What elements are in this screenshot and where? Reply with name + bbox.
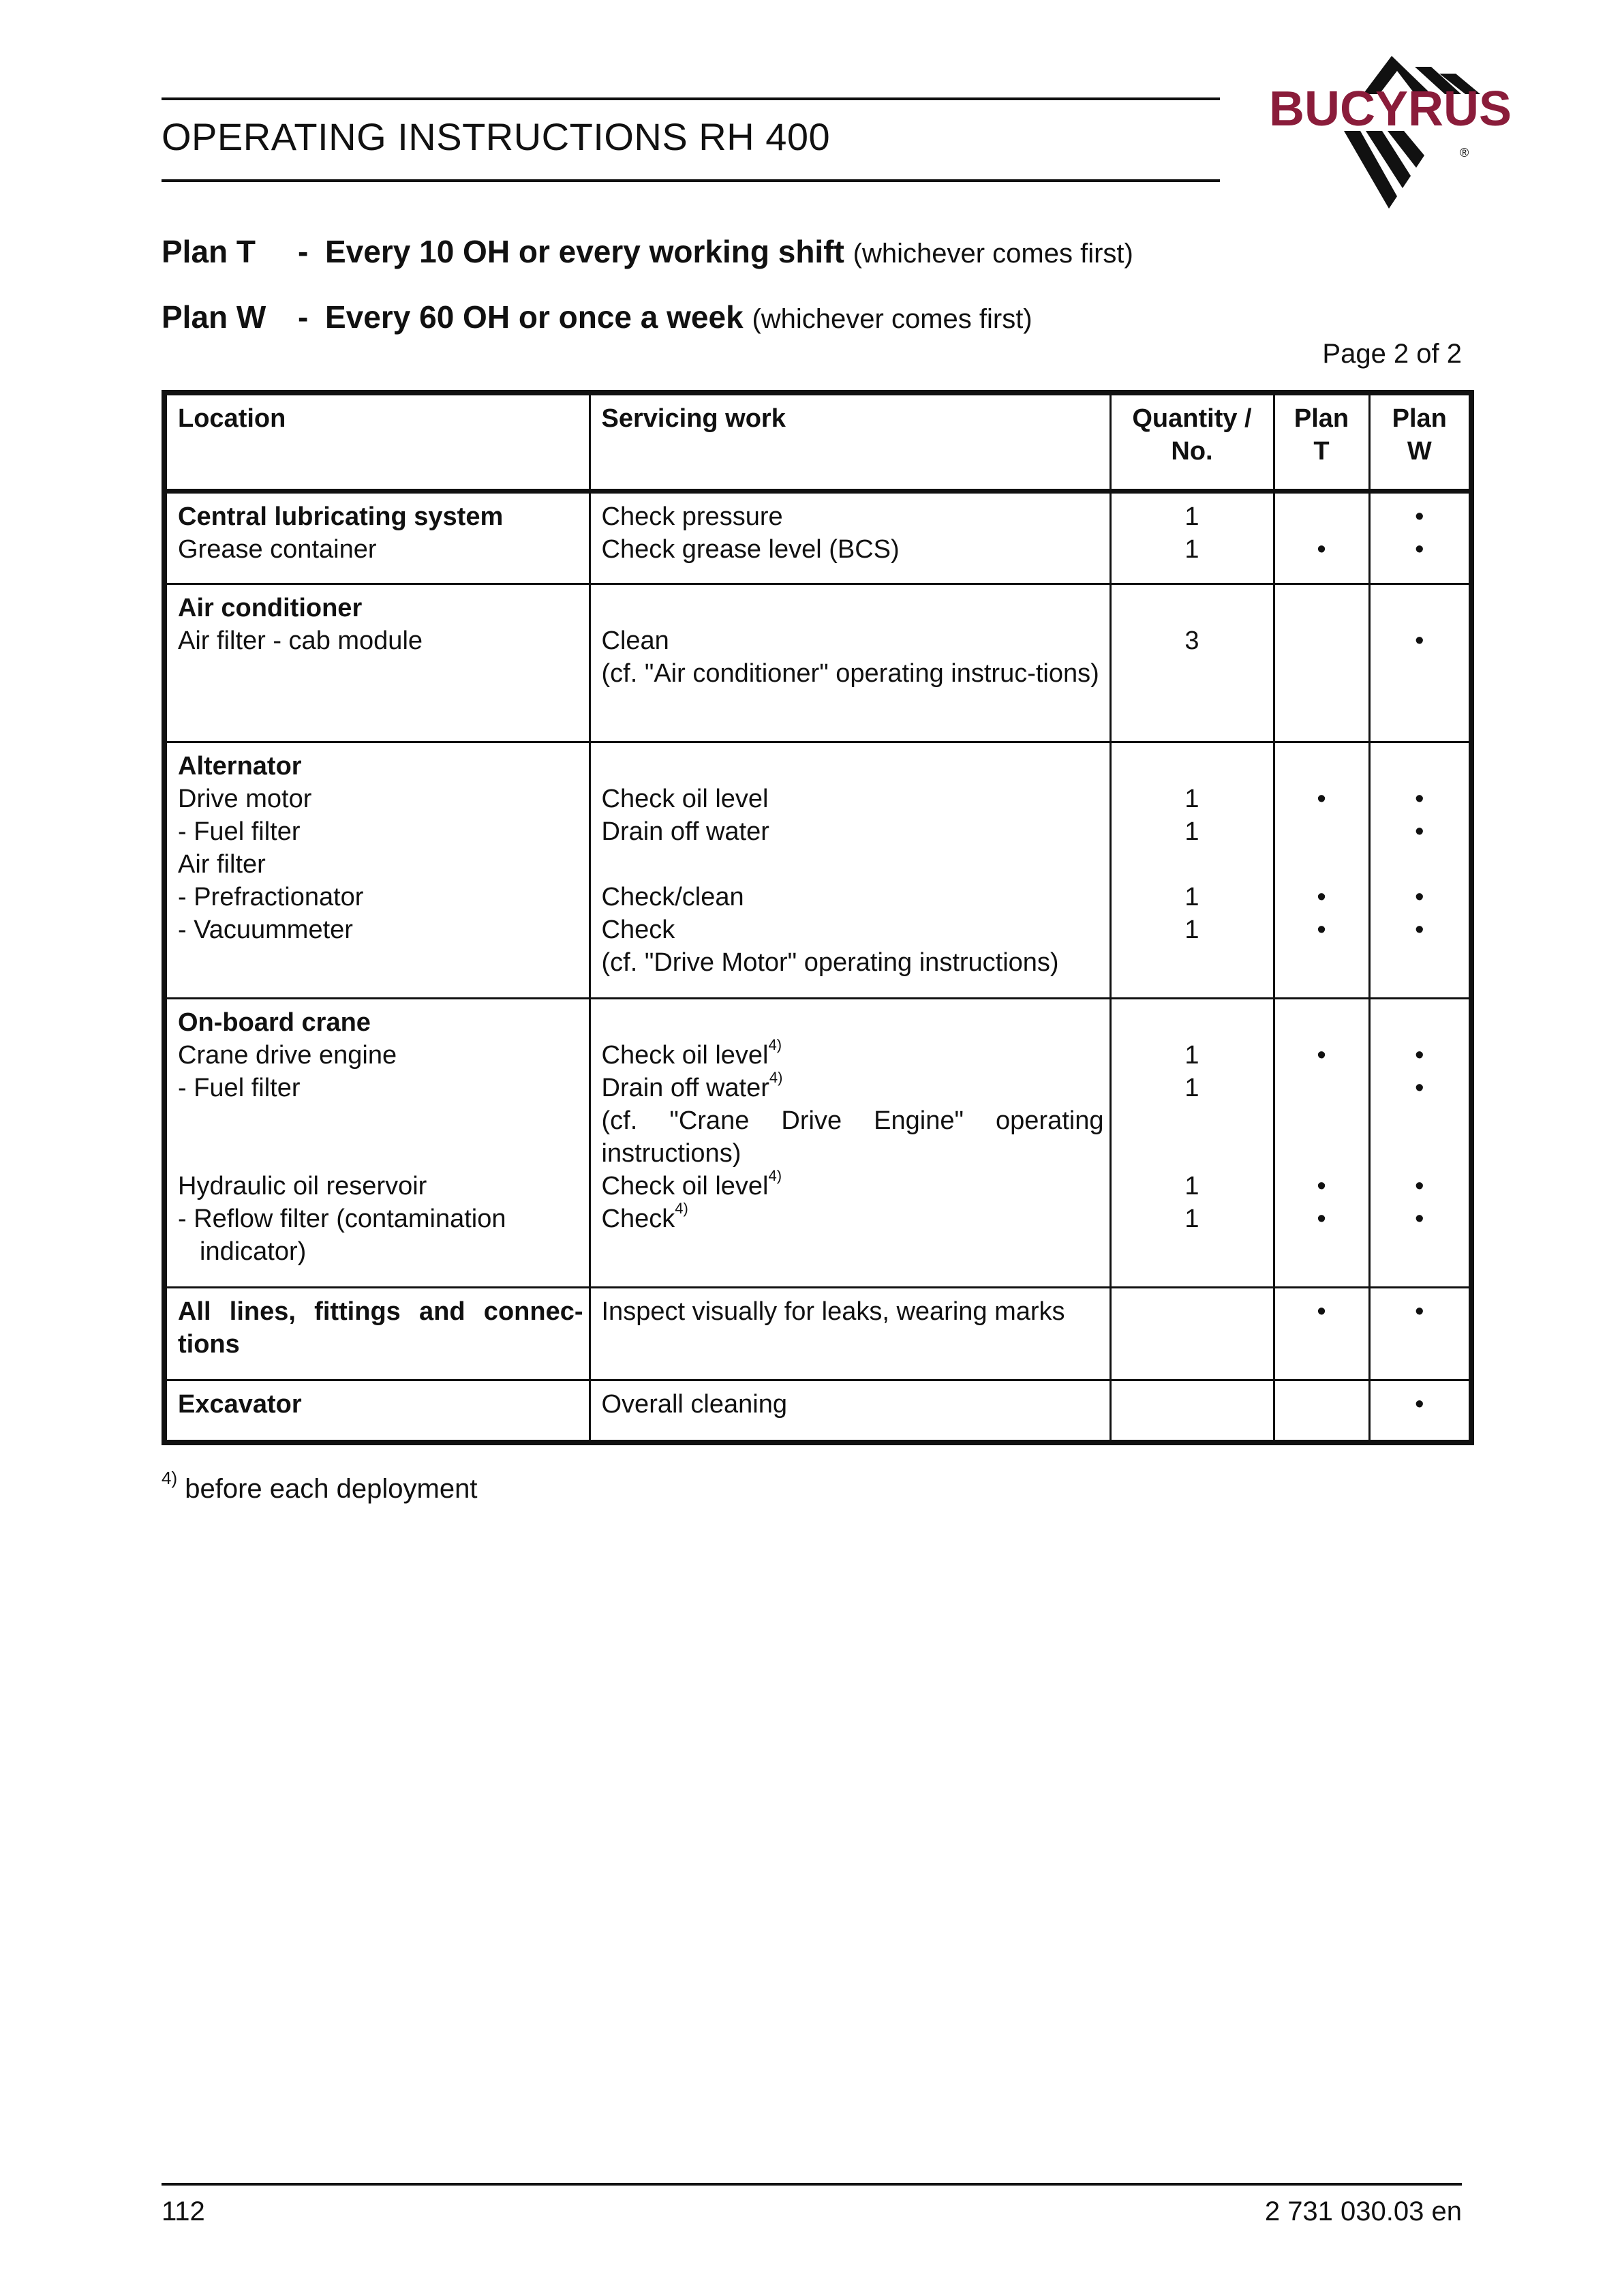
quantity-cell: 1 1 1 1 (1110, 998, 1274, 1287)
location-cell: Air conditioner Air filter - cab module (164, 584, 590, 742)
plan-t-dash: - (298, 234, 309, 269)
plan-w-code: Plan W (162, 299, 266, 335)
plan-t-line (162, 233, 1133, 270)
footnote-mark: 4) (162, 1468, 178, 1488)
quantity-cell (1110, 1380, 1274, 1442)
footnote (162, 1468, 478, 1505)
quantity-cell: 1 1 1 1 (1110, 742, 1274, 998)
plan-t-interval: Every 10 OH or every working shift (325, 234, 844, 269)
location-cell: Alternator Drive motor - Fuel filter Air filter - Prefractionator - Vacuummeter (164, 742, 590, 998)
footnote-text: before each deployment (185, 1474, 478, 1504)
document-title: OPERATING INSTRUCTIONS RH 400 (162, 115, 831, 158)
footnote-ref: 4) (768, 1036, 782, 1053)
work-cell: Check oil level Drain off water Check/clean Check (cf. "Drive Motor" operating instructions) (590, 742, 1110, 998)
table-row (164, 491, 1471, 584)
plan-t-cell: • • • (1274, 742, 1369, 998)
table-row (164, 742, 1471, 998)
location-cell: Central lubricating system Grease container (164, 491, 590, 584)
table-row (164, 584, 1471, 742)
table-row (164, 998, 1471, 1287)
registered-mark: ® (1460, 146, 1469, 160)
location-cell: On-board crane Crane drive engine - Fuel filter Hydraulic oil reservoir - Reflow filter (contamination indicator) (164, 998, 590, 1287)
document-code: 2 731 030.03 en (1264, 2196, 1462, 2226)
plan-w-interval: Every 60 OH or once a week (325, 299, 744, 335)
plan-w-cell: • (1369, 584, 1471, 742)
work-cell: Clean (cf. "Air conditioner" operating instruc-tions) (590, 584, 1110, 742)
plan-w-cell: • (1369, 1287, 1471, 1380)
bucyrus-logo (1261, 53, 1520, 217)
page-indicator: Page 2 of 2 (1322, 339, 1462, 369)
plan-t-note: (whichever comes first) (853, 239, 1133, 269)
work-cell: Inspect visually for leaks, wearing marks (590, 1287, 1110, 1380)
quantity-cell (1110, 1287, 1274, 1380)
header-bottom-rule (162, 179, 1220, 182)
plan-w-cell: • • (1369, 491, 1471, 584)
plan-w-cell: • • • • (1369, 998, 1471, 1287)
footer-rule (162, 2183, 1462, 2186)
plan-w-line (162, 299, 1032, 335)
work-cell: Check oil level$^{4)}$ Drain off water$^{4)}$ (cf. "Crane Drive Engine" operating instructions) Check oil level$^{4)}$ Check$^{4)}$ (590, 998, 1110, 1287)
header-servicing-work: Servicing work (590, 393, 1110, 491)
header-location: Location (164, 393, 590, 491)
plan-t-cell: • • • (1274, 998, 1369, 1287)
quantity-cell: 3 (1110, 584, 1274, 742)
table-row (164, 1287, 1471, 1380)
location-cell: Excavator (164, 1380, 590, 1442)
header-plan-t: Plan T (1274, 393, 1369, 491)
plan-w-cell: • • • • (1369, 742, 1471, 998)
table-row (164, 1380, 1471, 1442)
table-header-row (164, 393, 1471, 491)
quantity-cell: 1 1 (1110, 491, 1274, 584)
plan-w-cell: • (1369, 1380, 1471, 1442)
work-cell: Overall cleaning (590, 1380, 1110, 1442)
maintenance-table (162, 390, 1474, 1445)
plan-t-cell (1274, 1380, 1369, 1442)
plan-t-code: Plan T (162, 234, 256, 269)
location-cell: All lines, fittings and connec-tions (164, 1287, 590, 1380)
plan-t-cell: • (1274, 1287, 1369, 1380)
work-cell: Check pressure Check grease level (BCS) (590, 491, 1110, 584)
header-quantity: Quantity / No. (1110, 393, 1274, 491)
plan-t-cell: • (1274, 491, 1369, 584)
footnote-ref: 4) (768, 1166, 782, 1184)
plan-w-dash: - (298, 299, 309, 335)
footnote-ref: 4) (675, 1199, 688, 1217)
page-number: 112 (162, 2196, 205, 2226)
header-top-rule (162, 97, 1220, 100)
plan-w-note: (whichever comes first) (752, 304, 1032, 334)
plan-t-cell (1274, 584, 1369, 742)
header-plan-w: Plan W (1369, 393, 1471, 491)
footnote-ref: 4) (769, 1068, 783, 1086)
logo-wordmark: BUCYRUS (1268, 82, 1512, 136)
